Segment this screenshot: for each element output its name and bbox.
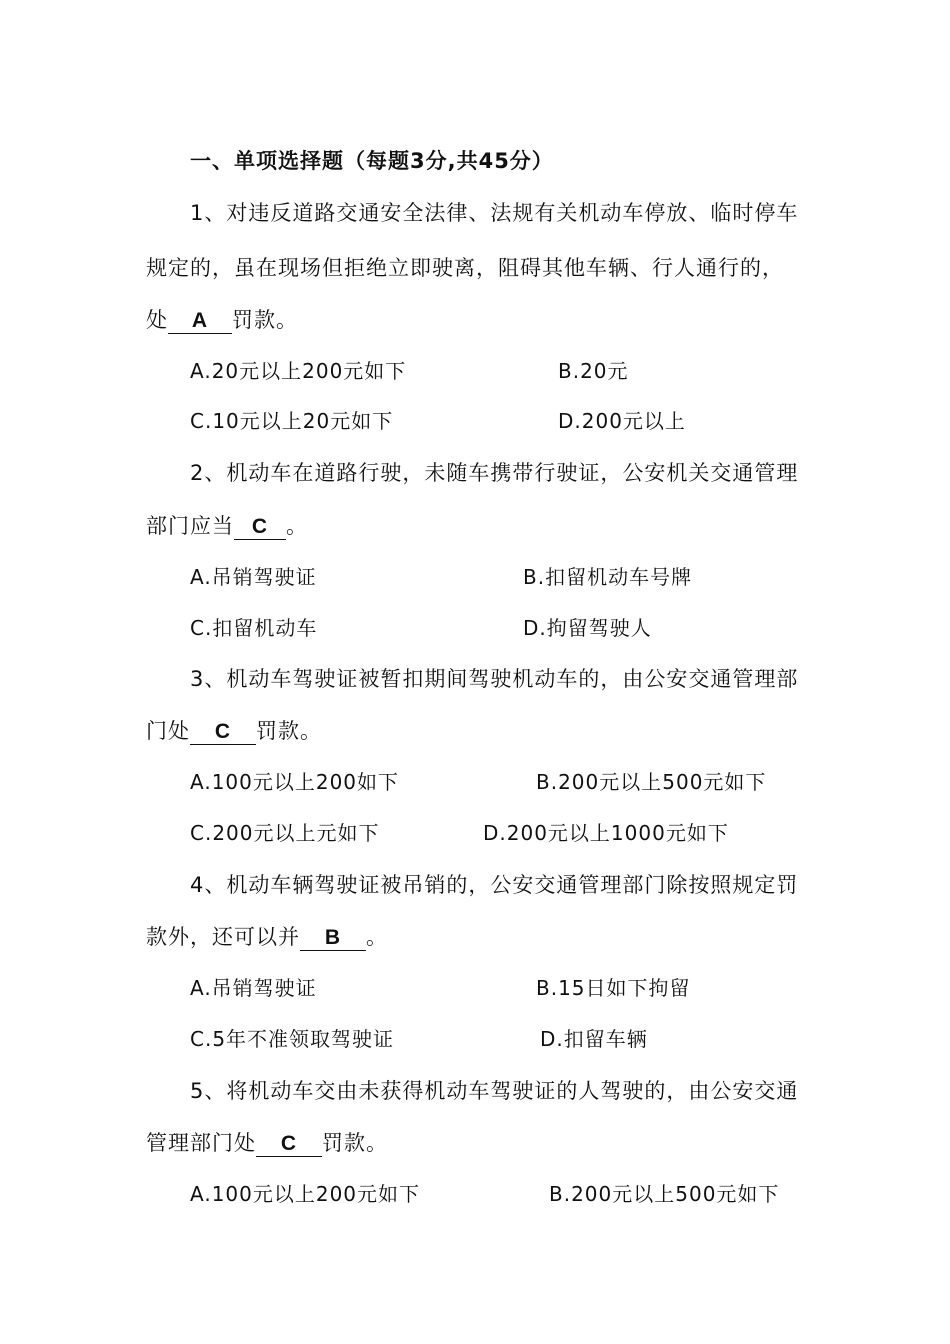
question-5-prefix: 管理部门处 <box>146 1131 256 1155</box>
question-4-option-b: B.15日如下拘留 <box>536 976 691 1000</box>
question-4-text-line1: 4、机动车辆驾驶证被吊销的，公安交通管理部门除按照规定罚 <box>190 873 799 897</box>
question-5-option-b: B.200元以上500元如下 <box>549 1182 780 1206</box>
question-1-text-line2: 规定的，虽在现场但拒绝立即驶离，阻碍其他车辆、行人通行的， <box>146 256 784 280</box>
question-4-option-a: A.吊销驾驶证 <box>190 976 317 1000</box>
section-title: 一、单项选择题（每题3分,共45分） <box>190 149 554 173</box>
question-1-prefix: 处 <box>146 308 168 332</box>
question-3-text-line1: 3、机动车驾驶证被暂扣期间驾驶机动车的，由公安交通管理部 <box>190 667 799 691</box>
question-5-stem-end <box>146 1128 388 1158</box>
question-3-suffix: 罚款。 <box>256 719 322 743</box>
question-4-suffix: 。 <box>366 925 388 949</box>
question-2-option-d: D.拘留驾驶人 <box>523 616 652 640</box>
question-1-option-b: B.20元 <box>558 359 629 383</box>
question-2-stem-end <box>146 511 308 541</box>
question-3-answer-blank: C <box>190 720 256 745</box>
question-1-text-line1: 1、对违反道路交通安全法律、法规有关机动车停放、临时停车 <box>190 201 799 225</box>
question-2-prefix: 部门应当 <box>146 514 234 538</box>
question-5-answer-blank: C <box>256 1132 322 1157</box>
question-1-answer-blank: A <box>168 309 232 334</box>
question-2-suffix: 。 <box>286 514 308 538</box>
question-4-answer-blank: B <box>300 926 366 951</box>
question-1-option-d: D.200元以上 <box>558 409 686 433</box>
question-5-text-line1: 5、将机动车交由未获得机动车驾驶证的人驾驶的，由公安交通 <box>190 1079 799 1103</box>
question-3-option-a: A.100元以上200如下 <box>190 770 400 794</box>
question-1-option-c: C.10元以上20元如下 <box>190 409 394 433</box>
question-4-option-d: D.扣留车辆 <box>540 1027 648 1051</box>
question-4-stem-end <box>146 922 388 952</box>
question-2-option-a: A.吊销驾驶证 <box>190 565 317 589</box>
question-2-option-c: C.扣留机动车 <box>190 616 318 640</box>
question-5-suffix: 罚款。 <box>322 1131 388 1155</box>
question-3-stem-end <box>146 716 322 746</box>
question-4-prefix: 款外，还可以并 <box>146 925 300 949</box>
question-1-suffix: 罚款。 <box>232 308 298 332</box>
question-3-option-b: B.200元以上500元如下 <box>536 770 767 794</box>
question-1-stem-end <box>146 305 298 335</box>
question-2-text-line1: 2、机动车在道路行驶，未随车携带行驶证，公安机关交通管理 <box>190 461 799 485</box>
question-5-option-a: A.100元以上200元如下 <box>190 1182 421 1206</box>
question-3-prefix: 门处 <box>146 719 190 743</box>
question-2-answer-blank: C <box>234 515 286 540</box>
question-1-option-a: A.20元以上200元如下 <box>190 359 407 383</box>
question-3-option-c: C.200元以上元如下 <box>190 821 380 845</box>
question-3-option-d: D.200元以上1000元如下 <box>483 821 729 845</box>
question-2-option-b: B.扣留机动车号牌 <box>523 565 693 589</box>
question-4-option-c: C.5年不准领取驾驶证 <box>190 1027 395 1051</box>
